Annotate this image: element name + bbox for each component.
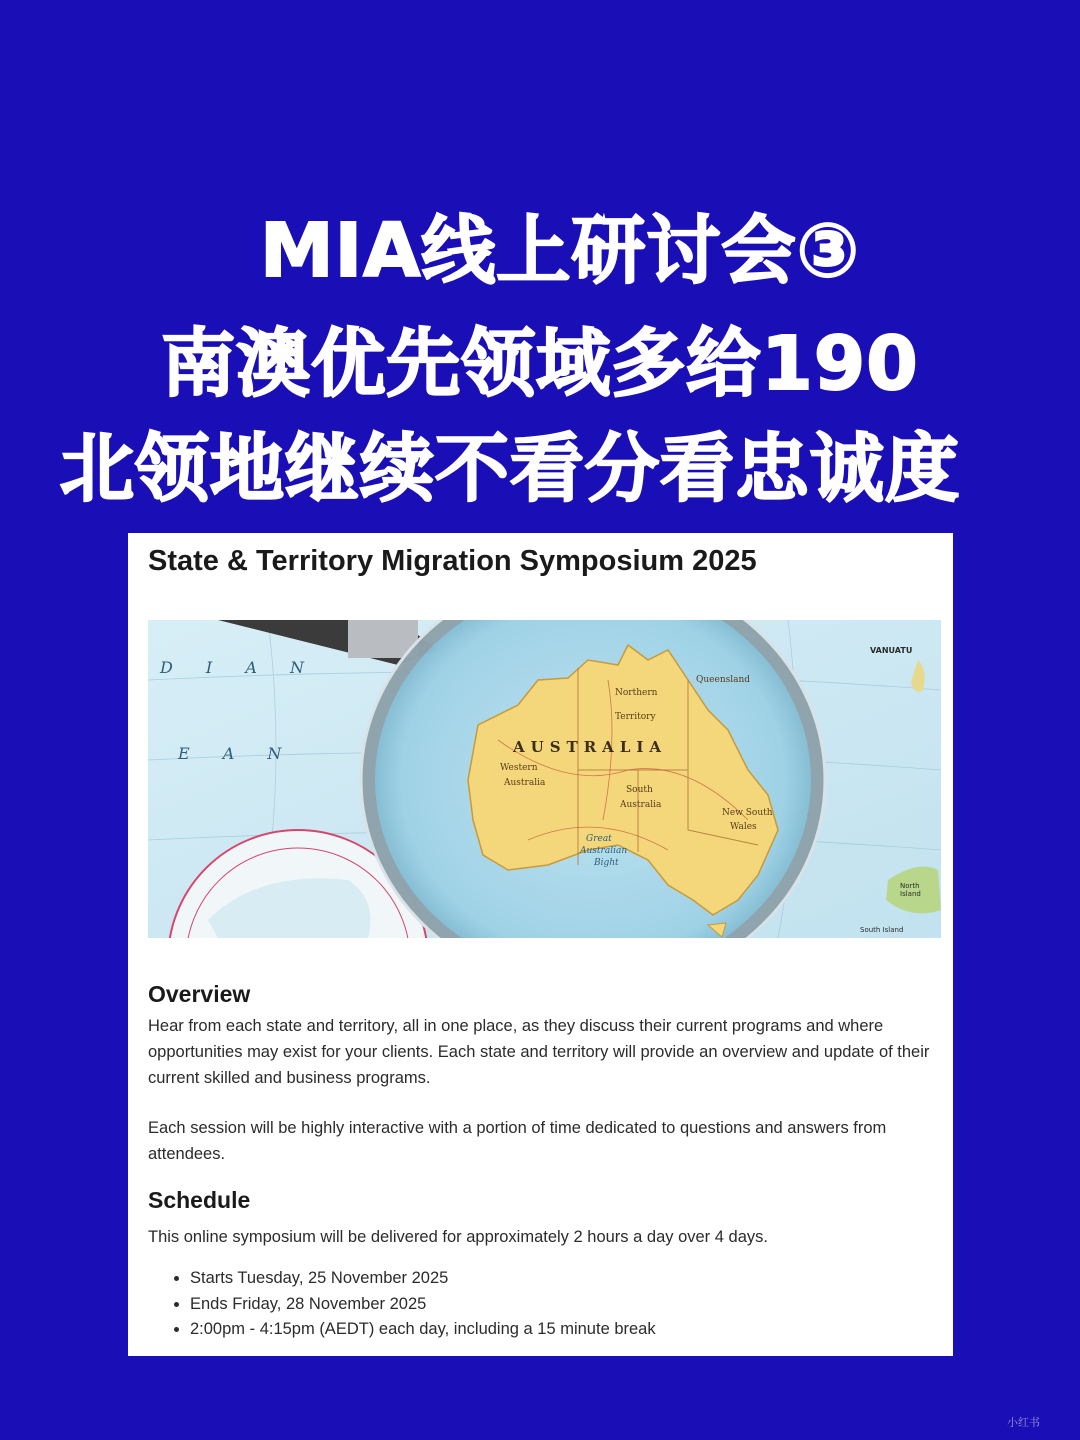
map-label-north-island: North Island [900,882,921,898]
schedule-list [148,1266,656,1343]
schedule-heading: Schedule [148,1187,251,1213]
map-label-australia: AUSTRALIA [513,738,668,756]
map-label-south-australia: Australia [620,800,662,810]
map-label-queensland: Queensland [696,675,751,685]
map-label-western-australia: Australia [504,778,546,788]
schedule-item: • Starts Tuesday, 25 November 2025 [190,1266,656,1292]
schedule-item: • 2:00pm - 4:15pm (AEDT) each day, including a 15 minute break [190,1317,656,1343]
australia-map-image [148,620,941,938]
overview-paragraph-1: Hear from each state and territory, all in one place, as they discuss their current programs and where opportunities may exist for your clients. Each state and territory will provide an overview and update of their current skilled and business programs. [148,1017,930,1087]
overview-paragraph-2: Each session will be highly interactive with a portion of time dedicated to questions and answers from attendees. [148,1119,887,1163]
headline-line-2: 南澳优先领域多给190 [161,321,919,407]
map-label-nsw: New South [722,808,773,818]
headline-line-3: 北领地继续不看分看忠诚度 [60,426,960,512]
schedule-item: • Ends Friday, 28 November 2025 [190,1292,656,1318]
map-label-south: South [626,785,653,795]
overview-heading: Overview [148,981,251,1007]
schedule-intro: This online symposium will be delivered for approximately 2 hours a day over 4 days. [148,1228,768,1246]
map-label-ocean-2: E A N [178,744,296,763]
headline-line-1: MIA线上研讨会③ [259,208,861,294]
symposium-card [128,533,953,1356]
card-title: State & Territory Migration Symposium 2025 [148,545,757,577]
map-label-south-island: South Island [860,926,904,934]
map-label-ocean-1: D I A N [160,658,318,677]
map-label-australian: Australian [580,846,628,856]
map-label-northern: Northern [615,688,658,698]
map-label-vanuatu: VANUATU [870,646,913,655]
map-label-territory: Territory [615,712,656,722]
map-label-western: Western [500,763,538,773]
watermark-logo: 小红书 [1007,1416,1040,1429]
map-label-wales: Wales [730,822,757,832]
map-label-great: Great [586,834,612,844]
map-label-bight: Bight [594,858,619,868]
